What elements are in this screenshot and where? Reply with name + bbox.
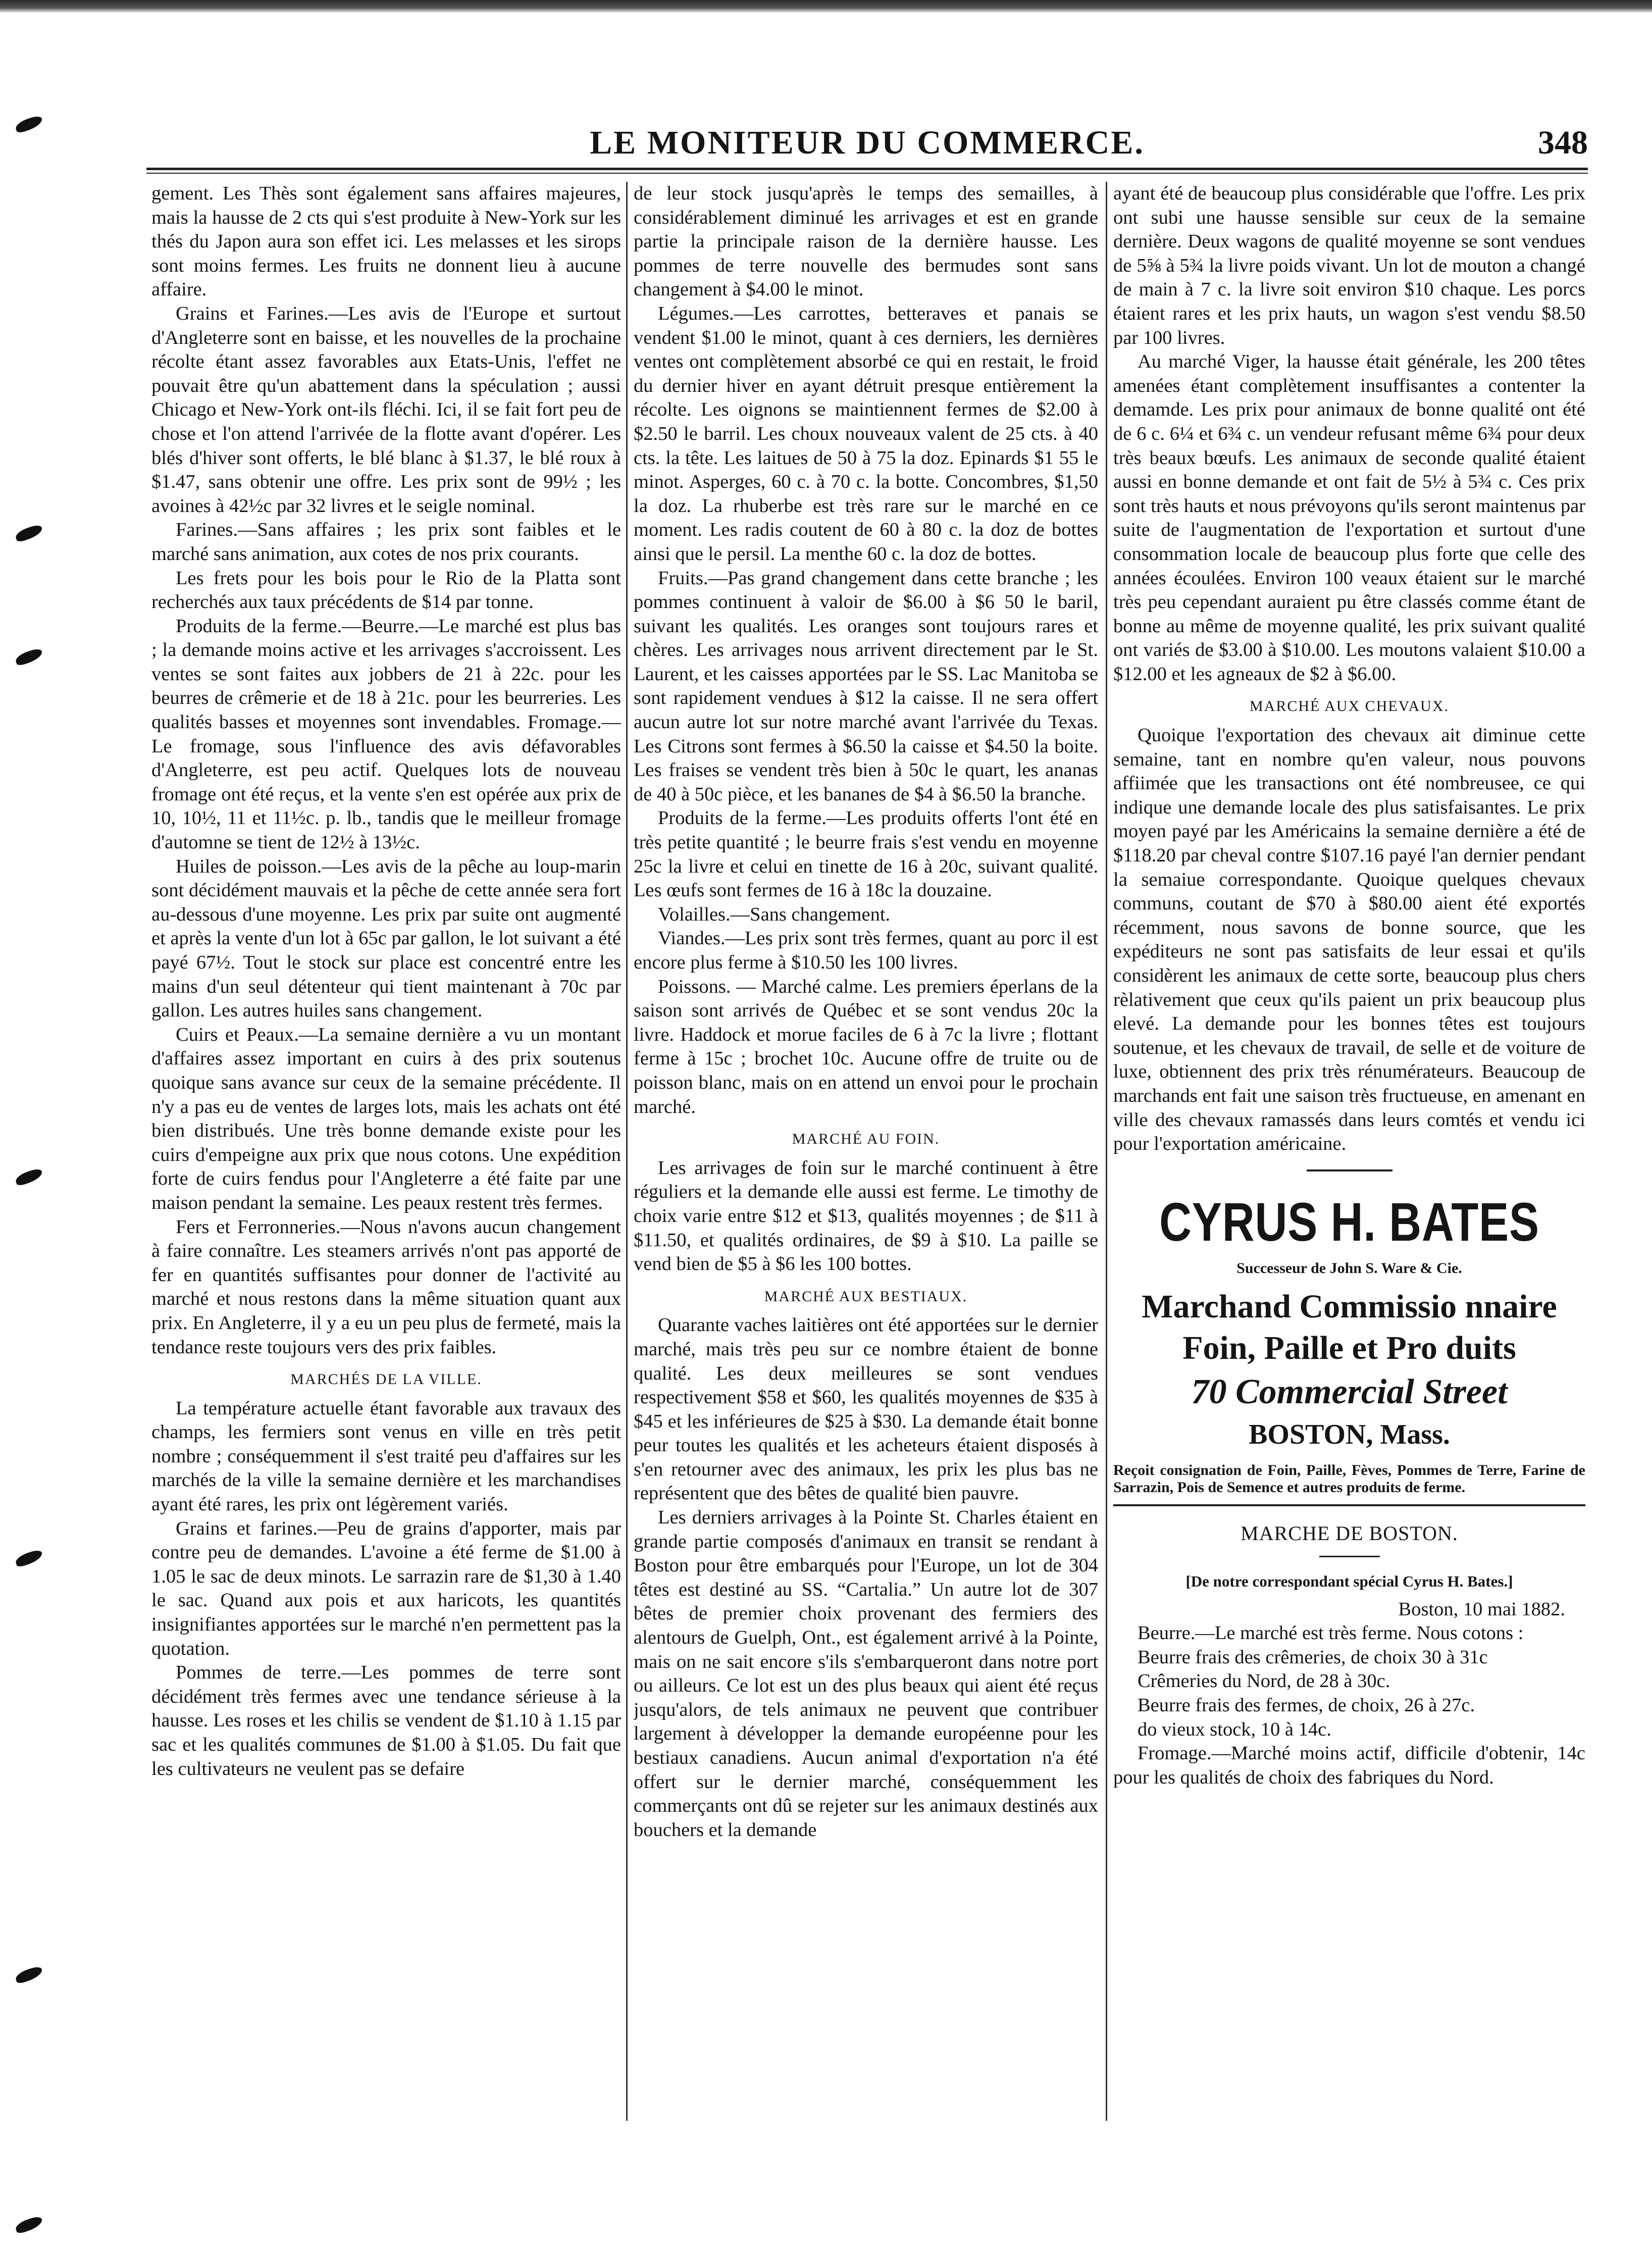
top-scan-band [0,0,1652,13]
column-1 [151,182,621,2101]
paragraph: Grains et farines.—Peu de grains d'apporter, mais par contre peu de demandes. L'avoine a été ferme de $1.00 à 1.05 le sac de deux minots. Le sarrazin rare de $1,30 à 1.40 le sac. Quand aux pois et aux haricots, les quantités insignifiantes apportées sur le marché n'en permettent pas la quotation. [151,1517,621,1659]
header-rule [146,168,1588,170]
paragraph: Au marché Viger, la hausse était générale, les 200 têtes amenées étant complètement insuffisantes a contenter la demamde. Les prix pour animaux de bonne qualité ont été de 6 c. 6¼ et 6¾ c. un vendeur refusant même 6¾ pour deux très beaux bœufs. Les animaux de seconde qualité étaient aussi en bonne demande et ont fait de 5½ à 5¾ c. Ces prix sont très hauts et nous prévoyons qu'ils seront maintenus par suite de l'augmentation de l'exportation et surtout d'une consommation locale de beaucoup plus forte que celle des années écoulées. Environ 100 veaux étaient sur le marché très peu cependant auraient pu être classés comme étant de bonne au même de moyenne qualité, les prix suivant qualité ont variés de $3.00 à $10.00. Les moutons valaient $10.00 a $12.00 et les agneaux de $2 à $6.00. [1113,351,1585,685]
dateline: Boston, 10 mai 1882. [1398,1598,1565,1620]
paragraph: Légumes.—Les carrottes, betteraves et panais se vendent $1.00 le minot, quant à ces derniers, les dernières ventes ont complètement absorbé ce qui en restait, le froid du dernier hiver en ayant détruit presque entièrement la récolte. Les oignons se maintiennent fermes de $2.00 à $2.50 le barril. Les choux nouveaux valent de 25 cts. à 40 cts. la tête. Les laitues de 50 à 75 la doz. Epinards $1 55 le minot. Asperges, 60 c. à 70 c. la botte. Concombres, $1,50 la doz. La rhuberbe est très rare sur le marché en ce moment. Les radis coutent de 60 à 80 c. la doz de bottes ainsi que le persil. La menthe 60 c. la doz de bottes. [634,302,1098,565]
ad-name: CYRUS H. BATES [1159,1191,1539,1252]
paragraph: Grains et Farines.—Les avis de l'Europe et surtout d'Angleterre sont en baisse, et les nouvelles de la prochaine récolte étant assez favorables aux Etats-Unis, l'effet ne pouvait être qu'un abattement dans la spéculation ; aussi Chicago et New-York ont-ils fléchi. Ici, il se fait fort peu de chose et l'on attend l'arrivée de la flotte avant d'opérer. Les blés d'hiver sont offerts, le blé blanc à $1.37, le blé roux à $1.47, sans obtenir une offre. Les prix sont de 99½ ; les avoines à 42½c par 32 livres et le seigle nominal. [151,302,621,517]
margin-mark [15,528,43,539]
paragraph: Fers et Ferronneries.—Nous n'avons aucun changement à faire connaître. Les steamers arrivés n'ont pas apporté de fer en quantités suffisantes pour donner de l'activité au marché et nous restons dans la même situation quant aux prix. En Angleterre, il y a eu un peu plus de fermeté, mais la tendance reste toujours vers des prix faibles. [151,1216,621,1358]
paragraph: Farines.—Sans affaires ; les prix sont faibles et le marché sans animation, aux cotes de nos prix courants. [151,519,621,565]
section-heading: MARCHÉ AUX BESTIAUX. [764,1288,968,1305]
price-line: Crêmeries du Nord, de 28 à 30c. [1138,1670,1390,1692]
price-line: Beurre frais des crêmeries, de choix 30 à 31c [1138,1646,1488,1668]
paragraph: Les frets pour les bois pour le Rio de la Platta sont recherchés aux taux précédents de $14 par tonne. [151,567,621,613]
correspondent-note: [De notre correspondant spécial Cyrus H. Bates.] [1185,1572,1513,1590]
paragraph: Cuirs et Peaux.—La semaine dernière a vu un montant d'affaires assez important en cuirs à des prix soutenus quoique sans avance sur ceux de la semaine précédente. Il n'y a pas eu de ventes de larges lots, mais les achats ont été bien distribués. Une très bonne demande existe pour les cuirs d'empeigne aux prix que nous cotons. Une expédition forte de cuirs fendus pour l'Angleterre a été faite par une maison pendant la semaine. Les peaux restent très fermes. [151,1024,621,1213]
ad-line-1: Marchand Commissio nnaire [1142,1288,1557,1325]
paragraph: Les arrivages de foin sur le marché continuent à être réguliers et la demande elle aussi est ferme. Le timothy de choix varie entre $12 et $13, qualités moyennes ; de $11 à $11.50, et qualités ordinaires, de $9 à $10. La paille se vend bien de $5 à $6 les 100 bottes. [634,1157,1098,1275]
ad-successor: Successeur de John S. Ware & Cie. [1236,1259,1462,1277]
ad-city: BOSTON, Mass. [1249,1419,1450,1451]
page-title: LE MONITEUR DU COMMERCE. [590,124,1145,161]
paragraph: Viandes.—Les prix sont très fermes, quant au porc il est encore plus ferme à $10.50 les 100 livres. [634,928,1098,973]
column-3 [1113,182,1585,2101]
column-2 [634,182,1098,2101]
header-rule-thin [146,173,1588,174]
section-heading: MARCHE DE BOSTON. [1241,1522,1458,1545]
paragraph: ayant été de beaucoup plus considérable que l'offre. Les prix ont subi une hausse sensible sur ceux de la semaine dernière. Deux wagons de qualité moyenne se sont vendues de 5⅝ à 5¾ la livre poids vivant. Un lot de mouton a changé de main à 7 c. la livre soit environ $10 chaque. Les porcs étaient rares et les prix hauts, un wagon s'est vendu $8.50 par 100 livres. [1113,183,1585,348]
page-header [146,124,1588,164]
paragraph: Fromage.—Marché moins actif, difficile d'obtenir, 14c pour les qualités de choix des fabriques du Nord. [1113,1743,1585,1788]
paragraph: Quarante vaches laitières ont été apportées sur le dernier marché, mais très peu sur ce nombre étaient de bonne qualité. Les deux meilleures se sont vendues respectivement $58 et $60, les qualités moyennes de $35 à $45 et les inférieures de $25 à $30. La demande était bonne peur toutes les qualités et les acheteurs étaient disposés à s'en retourner avec des animaux, les prix les plus bas ne représentent que des bêtes de qualité bien pauvre. [634,1314,1098,1504]
margin-mark [15,1171,43,1183]
section-heading: MARCHÉS DE LA VILLE. [290,1371,482,1388]
ad-line-2: Foin, Paille et Pro duits [1182,1330,1516,1367]
section-heading: MARCHÉ AU FOIN. [792,1131,940,1148]
margin-mark [15,119,43,130]
margin-mark [15,2219,43,2230]
paragraph: Fruits.—Pas grand changement dans cette branche ; les pommes continuent à valoir de $6.00 à $6 50 le baril, suivant les qualités. Les oranges sont toujours rares et chères. Les arrivages nous arrivent directement par le St. Laurent, et les caisses apportées par le SS. Lac Manitoba se sont rapidement vendues à $12 la caisse. Il ne sera offert aucun autre lot sur notre marché avant l'arrivée du Texas. Les Citrons sont fermes à $6.50 la caisse et $4.50 la boite. Les fraises se vendent très bien à 50c le quart, les ananas de 40 à 50c pièce, et les bananes de $4 à $6.50 la branche. [634,567,1098,805]
paragraph: Les derniers arrivages à la Pointe St. Charles étaient en grande partie composés d'animaux en transit se rendant à Boston pour être embarqués pour l'Europe, un lot de 304 têtes est destiné au SS. “Cartalia.” Un autre lot de 307 bêtes de premier choix provenant des fermiers des alentours de Guelph, Ont., est également arrivé à la Pointe, mais on ne sait encore s'ils s'embarqueront dans notre port ou ailleurs. Ce lot est un des plus beaux qui aient été reçus jusqu'alors, de tels animaux ne peuvent que contribuer largement à développer la demande européenne pour les bestiaux canadiens. Aucun animal d'exportation n'a été offert sur le dernier marché, conséquemment les commerçants ont dû se rejeter sur les animaux destinés aux bouchers et la demande [634,1507,1098,1841]
section-rule [1319,1556,1380,1557]
margin-mark [15,651,43,662]
section-heading: MARCHÉ AUX CHEVAUX. [1250,698,1449,715]
ad-rule [1307,1169,1392,1171]
column-divider [1106,182,1107,2121]
price-line: do vieux stock, 10 à 14c. [1138,1718,1331,1740]
paragraph: de leur stock jusqu'après le temps des semailles, à considérablement diminué les arrivages et est en grande partie la principale raison de la dernière hausse. Les pommes de terre nouvelle des bermudes sont sans changement à $4.00 le minot. [634,183,1098,300]
paragraph: gement. Les Thès sont également sans affaires majeures, mais la hausse de 2 cts qui s'est produite à New-York sur les thés du Japon aura son effet ici. Les melasses et les sirops sont moins fermes. Les fruits ne donnent lieu à aucune affaire. [151,183,621,300]
ad-bottom-rule [1113,1504,1585,1506]
paragraph: Quoique l'exportation des chevaux ait diminue cette semaine, tant en nombre qu'en valeur, nous pouvons affiimée que les transactions ont été nombreusee, ce qui indique une demande locale des plus satisfaisantes. Le prix moyen payé par les Américains la semaine dernière a été de $118.20 par cheval contre $107.16 payé l'an dernier pendant la semaiue correspondante. Quoique quelques chevaux communs, coutant de $70 à $80.00 aient été exportés récemment, nous savons de bonne source, que les expéditeurs ne sont pas satisfaits de leur essai et qu'ils considèrent les animaux de cette sorte, beaucoup plus chers rèlativement que ceux qu'ils paient un prix beaucoup plus elevé. La demande pour les bonnes têtes est toujours soutenue, et les chevaux de travail, de selle et de voiture de luxe, obtiennent des prix très rénumérateurs. Beaucoup de marchands ent fait une saison très fructueuse, en amenant en ville des chevaux ramassés dans leurs comtés et vendu ici pour l'exportation américaine. [1113,725,1585,1155]
ad-description: Reçoit consignation de Foin, Paille, Fèves, Pommes de Terre, Farine de Sarrazin, Pois de Semence et autres produits de ferme. [1113,1462,1585,1496]
paragraph: Pommes de terre.—Les pommes de terre sont décidément très fermes avec une tendance sérieuse à la hausse. Les roses et les chilis se vendent de $1.10 à 1.15 par sac et les qualités communes de $1.00 à $1.05. Du fait que les cultivateurs ne veulent pas se defaire [151,1662,621,1779]
margin-mark [15,1969,43,1980]
page-number: 348 [1538,124,1588,161]
advertisement [1113,1169,1585,1507]
paragraph: Poissons. — Marché calme. Les premiers éperlans de la saison sont arrivés de Québec et se sont vendus 20c la livre. Haddock et morue faciles de 6 à 7c la livre ; flottant ferme à 15c ; brochet 10c. Aucune offre de truite ou de poisson blanc, mais on en attend un envoi pour le prochain marché. [634,976,1098,1117]
paragraph: Huiles de poisson.—Les avis de la pêche au loup-marin sont décidément mauvais et la pêche de cette année sera fort au-dessous d'une moyenne. Les prix par suite ont augmenté et après la vente d'un lot à 65c par gallon, le lot suivant a été payé 67½. Tout le stock sur place est concentré entre les mains d'un seul détenteur qui tient maintenant à 70c par gallon. Les autres huiles sans changement. [151,855,621,1022]
price-line: Beurre frais des fermes, de choix, 26 à 27c. [1138,1694,1475,1716]
paragraph: Produits de la ferme.—Beurre.—Le marché est plus bas ; la demande moins active et les arrivages s'accroissent. Les ventes se sont faites aux jobbers de 21 à 22c. pour les beurres de crêmerie et de 18 à 21c. pour les beurreries. Les qualités basses et moyennes sont invendables. Fromage.—Le fromage, sous l'influence des avis défavorables d'Angleterre, est peu actif. Quelques lots de nouveau fromage ont été reçus, et la vente s'en est opérée aux prix de 10, 10½, 11 et 11½c. p. lb., tandis que le meilleur fromage d'automne se tient de 12½ à 13½c. [151,615,621,853]
paragraph: La température actuelle étant favorable aux travaux des champs, les fermiers sont venus en ville en très petit nombre ; conséquemment il s'est traité peu d'affaires sur les marchés de la ville la semaine dernière et les marchandises ayant été rares, les prix ont légèrement variés. [151,1397,621,1515]
paragraph: Beurre.—Le marché est très ferme. Nous cotons : [1138,1622,1524,1644]
paragraph: Volailles.—Sans changement. [658,903,891,925]
margin-mark [15,1553,43,1564]
ad-address: 70 Commercial Street [1191,1372,1508,1412]
column-divider [626,182,628,2121]
paragraph: Produits de la ferme.—Les produits offerts l'ont été en très petite quantité ; le beurre frais s'est vendu en moyenne 25c la livre et celui en tinette de 16 à 20c, suivant qualité. Les œufs sont fermes de 16 à 18c la douzaine. [634,807,1098,901]
